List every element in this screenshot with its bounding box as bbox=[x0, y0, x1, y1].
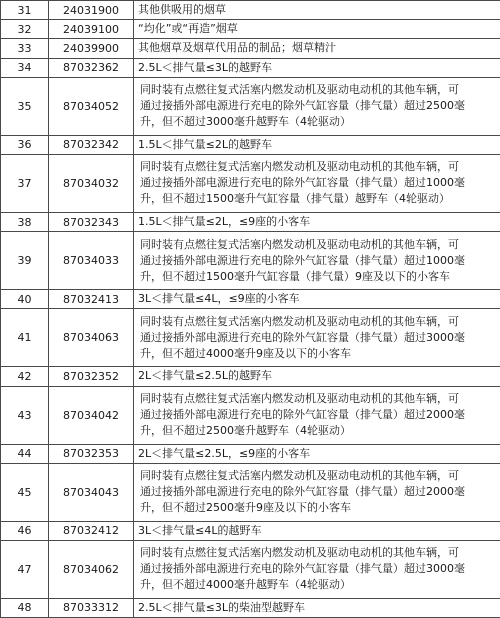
table-row bbox=[1, 154, 500, 212]
description-line: 同时装有点燃往复式活塞内燃发动机及驱动电动机的其他车辆，可 bbox=[140, 314, 496, 330]
hs-code: 87032362 bbox=[49, 58, 134, 77]
description-line: 升，但不超过1500毫升气缸容量（排气量）越野车（4轮驱动） bbox=[140, 191, 496, 207]
tariff-table-body bbox=[1, 1, 500, 618]
row-index: 39 bbox=[1, 232, 49, 290]
description-line: 通过接插外部电源进行充电的除外气缸容量（排气量）超过2500毫 bbox=[140, 98, 496, 114]
description-line: 2.5L＜排气量≤3L的越野车 bbox=[138, 61, 272, 74]
row-index: 32 bbox=[1, 20, 49, 39]
description-line: 2.5L＜排气量≤3L的柴油型越野车 bbox=[138, 601, 305, 614]
description-line: 3L＜排气量≤4L的越野车 bbox=[138, 524, 261, 537]
row-index: 48 bbox=[1, 598, 49, 617]
hs-code: 87032342 bbox=[49, 135, 134, 154]
product-description bbox=[134, 154, 500, 212]
table-row bbox=[1, 58, 500, 77]
description-line: 2L＜排气量≤2.5L，≤9座的小客车 bbox=[138, 447, 310, 460]
table-row bbox=[1, 521, 500, 540]
hs-code: 87034042 bbox=[49, 386, 134, 444]
row-index: 46 bbox=[1, 521, 49, 540]
product-description bbox=[134, 367, 500, 386]
description-line: 升，但不超过4000毫升越野车（4轮驱动） bbox=[140, 577, 496, 593]
product-description bbox=[134, 1, 500, 20]
product-description bbox=[134, 77, 500, 135]
hs-code: 24039900 bbox=[49, 39, 134, 58]
row-index: 35 bbox=[1, 77, 49, 135]
description-line: “均化”或“再造”烟草 bbox=[138, 22, 238, 35]
row-index: 36 bbox=[1, 135, 49, 154]
hs-code: 24031900 bbox=[49, 1, 134, 20]
description-line: 升，但不超过2500毫升越野车（4轮驱动） bbox=[140, 423, 496, 439]
row-index: 47 bbox=[1, 540, 49, 598]
row-index: 45 bbox=[1, 463, 49, 521]
product-description bbox=[134, 463, 500, 521]
description-line: 其他烟草及烟草代用品的制品；烟草精汁 bbox=[138, 41, 336, 54]
description-line: 通过接插外部电源进行充电的除外气缸容量（排气量）超过3000毫 bbox=[140, 330, 496, 346]
table-row bbox=[1, 290, 500, 309]
row-index: 41 bbox=[1, 309, 49, 367]
product-description bbox=[134, 58, 500, 77]
row-index: 31 bbox=[1, 1, 49, 20]
table-row bbox=[1, 1, 500, 20]
description-line: 升，但不超过1500毫升气缸容量（排气量）9座及以下的小客车 bbox=[140, 269, 496, 285]
product-description bbox=[134, 386, 500, 444]
hs-code: 24039100 bbox=[49, 20, 134, 39]
table-row bbox=[1, 20, 500, 39]
description-line: 其他供吸用的烟草 bbox=[138, 3, 226, 16]
description-line: 通过接插外部电源进行充电的除外气缸容量（排气量）超过2000毫 bbox=[140, 484, 496, 500]
hs-code: 87034062 bbox=[49, 540, 134, 598]
description-line: 2L＜排气量≤2.5L的越野车 bbox=[138, 369, 272, 382]
product-description bbox=[134, 540, 500, 598]
product-description bbox=[134, 521, 500, 540]
table-row bbox=[1, 386, 500, 444]
description-line: 升，但不超过3000毫升越野车（4轮驱动） bbox=[140, 114, 496, 130]
product-description bbox=[134, 212, 500, 231]
description-line: 1.5L＜排气量≤2L的越野车 bbox=[138, 138, 272, 151]
product-description bbox=[134, 39, 500, 58]
description-line: 通过接插外部电源进行充电的除外气缸容量（排气量）超过1000毫 bbox=[140, 175, 496, 191]
hs-code: 87034043 bbox=[49, 463, 134, 521]
row-index: 44 bbox=[1, 444, 49, 463]
row-index: 43 bbox=[1, 386, 49, 444]
row-index: 40 bbox=[1, 290, 49, 309]
description-line: 同时装有点燃往复式活塞内燃发动机及驱动电动机的其他车辆，可 bbox=[140, 468, 496, 484]
hs-code: 87033312 bbox=[49, 598, 134, 617]
product-description bbox=[134, 598, 500, 617]
hs-code: 87032352 bbox=[49, 367, 134, 386]
table-row bbox=[1, 540, 500, 598]
row-index: 38 bbox=[1, 212, 49, 231]
description-line: 3L＜排气量≤4L，≤9座的小客车 bbox=[138, 292, 300, 305]
hs-code: 87032353 bbox=[49, 444, 134, 463]
description-line: 同时装有点燃往复式活塞内燃发动机及驱动电动机的其他车辆，可 bbox=[140, 82, 496, 98]
hs-code: 87032413 bbox=[49, 290, 134, 309]
table-row bbox=[1, 367, 500, 386]
table-row bbox=[1, 598, 500, 617]
product-description bbox=[134, 135, 500, 154]
product-description bbox=[134, 20, 500, 39]
description-line: 同时装有点燃往复式活塞内燃发动机及驱动电动机的其他车辆，可 bbox=[140, 391, 496, 407]
table-row bbox=[1, 444, 500, 463]
row-index: 34 bbox=[1, 58, 49, 77]
row-index: 42 bbox=[1, 367, 49, 386]
description-line: 通过接插外部电源进行充电的除外气缸容量（排气量）超过2000毫 bbox=[140, 407, 496, 423]
table-row bbox=[1, 39, 500, 58]
description-line: 通过接插外部电源进行充电的除外气缸容量（排气量）超过3000毫 bbox=[140, 561, 496, 577]
product-description bbox=[134, 290, 500, 309]
row-index: 37 bbox=[1, 154, 49, 212]
product-description bbox=[134, 309, 500, 367]
table-row bbox=[1, 463, 500, 521]
table-row bbox=[1, 232, 500, 290]
hs-code: 87032343 bbox=[49, 212, 134, 231]
description-line: 升，但不超过2500毫升9座及以下的小客车 bbox=[140, 500, 496, 516]
description-line: 1.5L＜排气量≤2L，≤9座的小客车 bbox=[138, 215, 310, 228]
hs-code: 87034033 bbox=[49, 232, 134, 290]
hs-code: 87034052 bbox=[49, 77, 134, 135]
product-description bbox=[134, 232, 500, 290]
table-row bbox=[1, 77, 500, 135]
hs-code: 87032412 bbox=[49, 521, 134, 540]
description-line: 同时装有点燃往复式活塞内燃发动机及驱动电动机的其他车辆，可 bbox=[140, 545, 496, 561]
product-description bbox=[134, 444, 500, 463]
hs-code: 87034063 bbox=[49, 309, 134, 367]
description-line: 升，但不超过4000毫升9座及以下的小客车 bbox=[140, 346, 496, 362]
table-row bbox=[1, 135, 500, 154]
description-line: 通过接插外部电源进行充电的除外气缸容量（排气量）超过1000毫 bbox=[140, 253, 496, 269]
row-index: 33 bbox=[1, 39, 49, 58]
table-row bbox=[1, 212, 500, 231]
description-line: 同时装有点燃往复式活塞内燃发动机及驱动电动机的其他车辆，可 bbox=[140, 237, 496, 253]
description-line: 同时装有点燃往复式活塞内燃发动机及驱动电动机的其他车辆，可 bbox=[140, 159, 496, 175]
table-row bbox=[1, 309, 500, 367]
hs-code: 87034032 bbox=[49, 154, 134, 212]
